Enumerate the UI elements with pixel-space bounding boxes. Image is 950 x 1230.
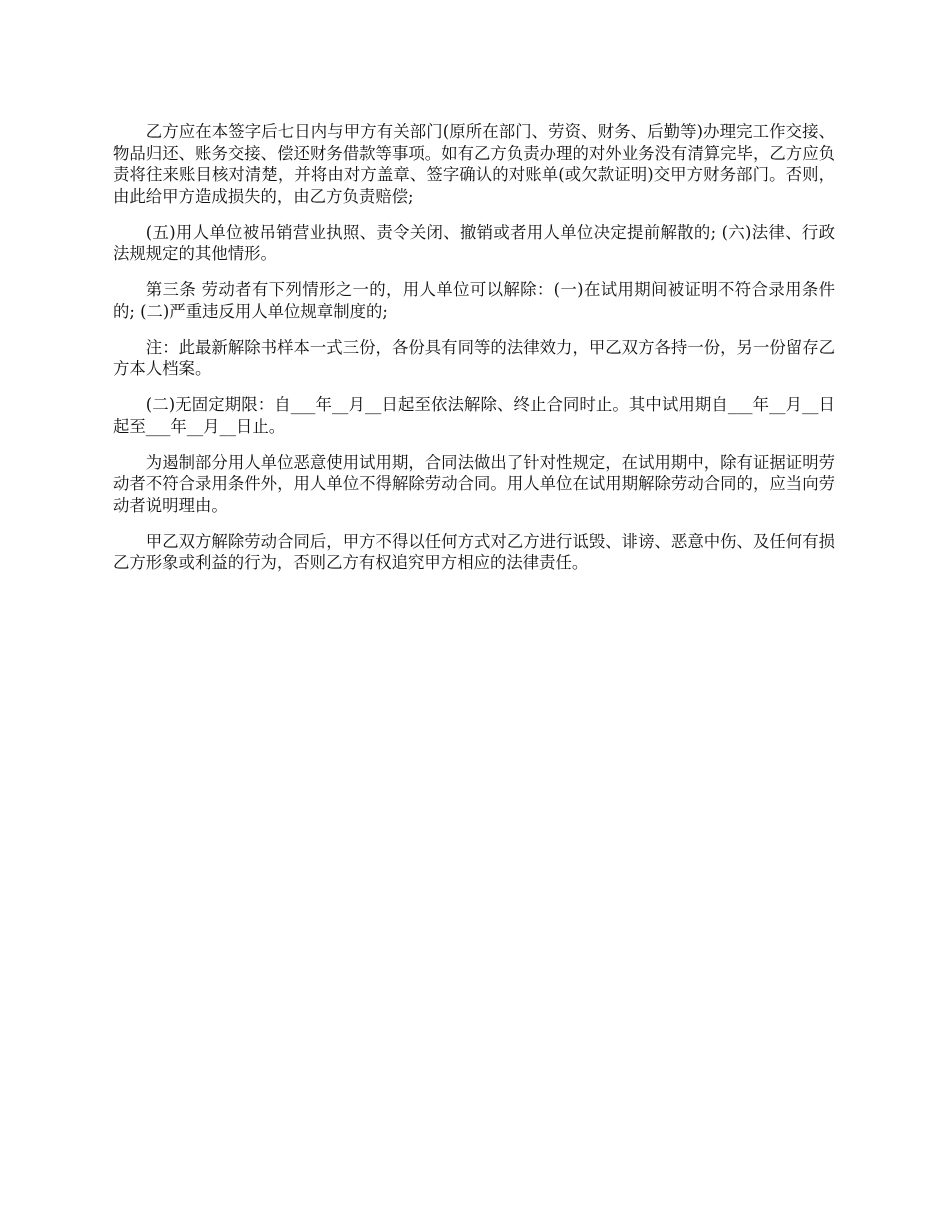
paragraph-employer-dissolution: (五)用人单位被吊销营业执照、责令关闭、撤销或者用人单位决定提前解散的; (六)法律、行政法规规定的其他情形。 — [113, 222, 835, 263]
paragraph-open-term: (二)无固定期限：自___年__月__日起至依法解除、终止合同时止。其中试用期自___年__月__日起至___年__月__日止。 — [113, 395, 835, 436]
paragraph-note-copies: 注：此最新解除书样本一式三份，各份具有同等的法律效力，甲乙双方各持一份，另一份留存乙方本人档案。 — [113, 337, 835, 378]
paragraph-non-disparagement: 甲乙双方解除劳动合同后，甲方不得以任何方式对乙方进行诋毁、诽谤、恶意中伤、及任何有损乙方形象或利益的行为，否则乙方有权追究甲方相应的法律责任。 — [113, 531, 835, 572]
paragraph-article-three: 第三条 劳动者有下列情形之一的，用人单位可以解除：(一)在试用期间被证明不符合录用条件的; (二)严重违反用人单位规章制度的; — [113, 280, 835, 321]
paragraph-handover: 乙方应在本签字后七日内与甲方有关部门(原所在部门、劳资、财务、后勤等)办理完工作交接、物品归还、账务交接、偿还财务借款等事项。如有乙方负责办理的对外业务没有清算完毕，乙方应负责将往来账目核对清楚，并将由对方盖章、签字确认的对账单(或欠款证明)交甲方财务部门。否则，由此给甲方造成损失的，由乙方负责赔偿; — [113, 122, 835, 206]
paragraph-probation-rule: 为遏制部分用人单位恶意使用试用期，合同法做出了针对性规定，在试用期中，除有证据证明劳动者不符合录用条件外，用人单位不得解除劳动合同。用人单位在试用期解除劳动合同的，应当向劳动者说明理由。 — [113, 452, 835, 515]
document-page — [113, 121, 835, 588]
